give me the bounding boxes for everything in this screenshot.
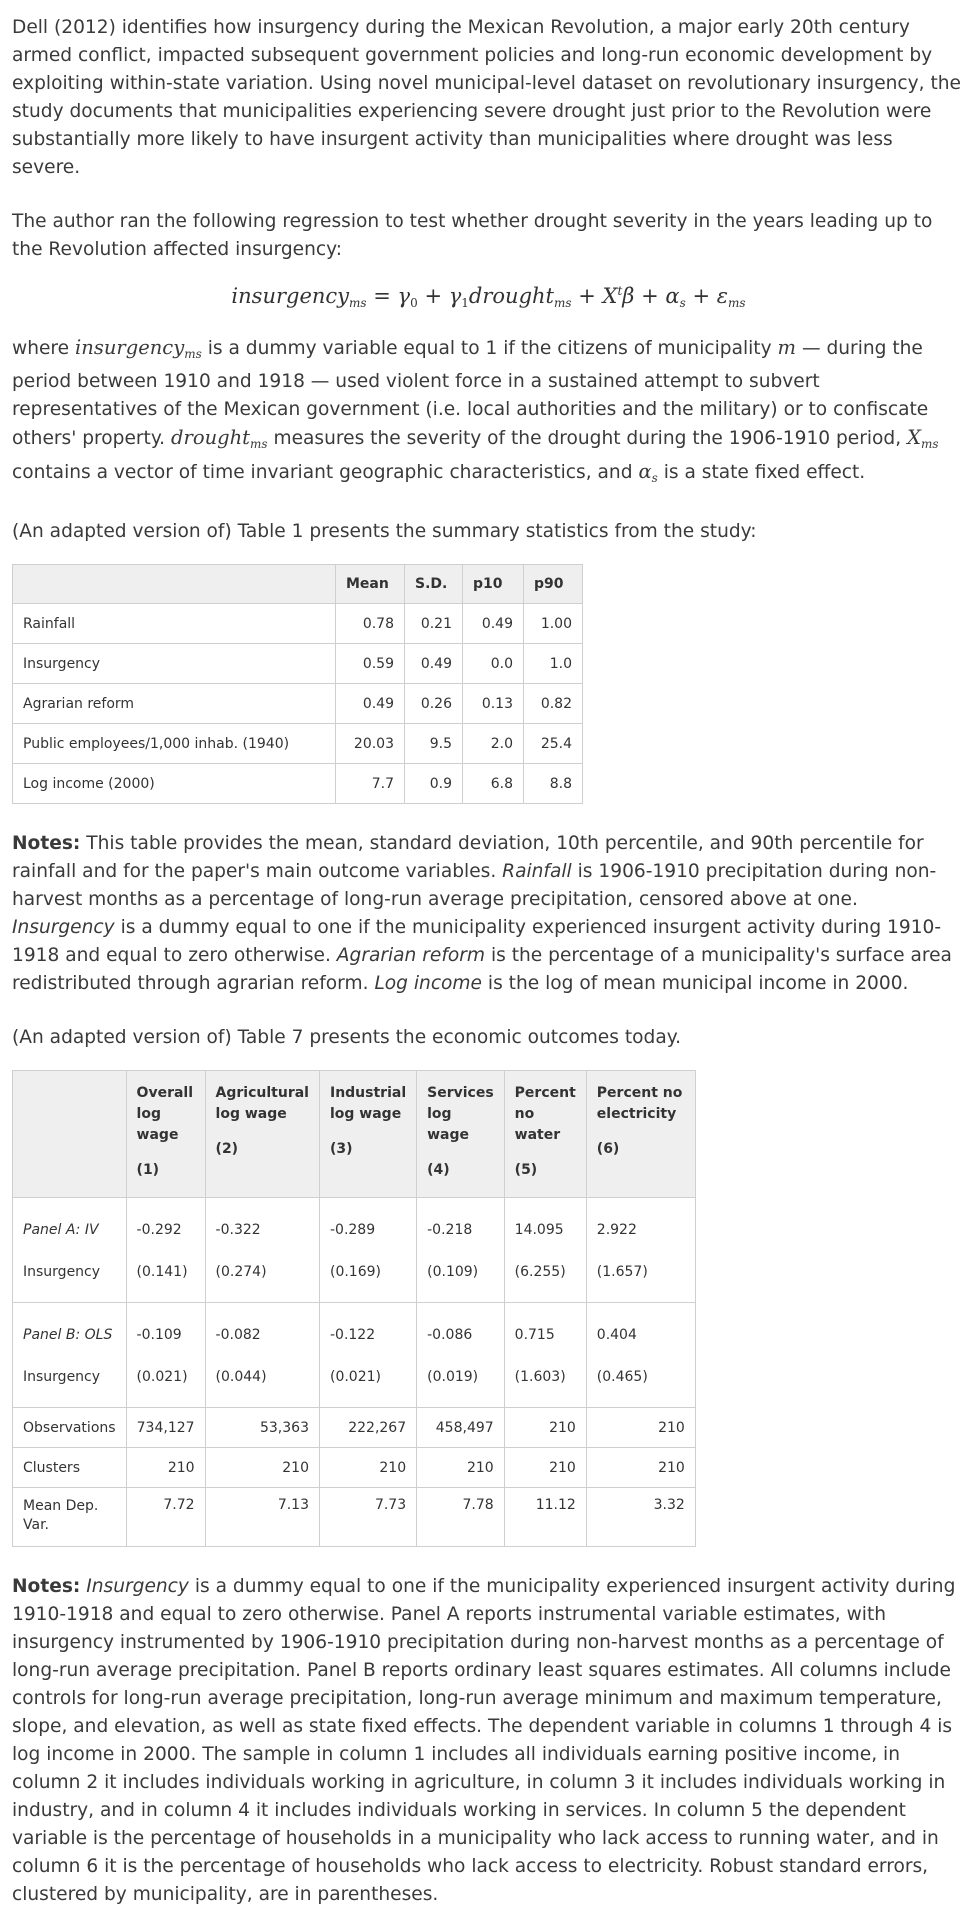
- column-header: Percent no electricity (6): [586, 1071, 695, 1198]
- table-cell: -0.289 (0.169): [319, 1198, 416, 1303]
- column-header: Services log wage (4): [417, 1071, 505, 1198]
- column-header: Percent no water (5): [504, 1071, 586, 1198]
- table-row: [13, 724, 583, 764]
- row-label: Panel A: IV Insurgency: [13, 1198, 127, 1303]
- regression-equation: insurgency$_{ms}$ = $\gamma_0$ + $\gamma_1drought_{ms} + X^t\beta + \alpha_s + \varepsilon_{ms}$: [231, 284, 746, 310]
- table-cell: 1.0: [524, 644, 583, 684]
- table-row: [13, 764, 583, 804]
- table-cell: 6.8: [463, 764, 524, 804]
- column-header: Agricultural log wage (2): [205, 1071, 319, 1198]
- table-cell: 210: [586, 1408, 695, 1448]
- definitions-paragraph: where insurgency$_{ms}$ is a dummy variable equal to 1 if the citizens of municipality m — during the period between 1910 and 1918 — used violent force in a sustained attempt to subvert representatives of the Mexican government (i.e. local authorities and the military) or to confiscate others' property. drought$_{ms}$ measures the severity of the drought during the 1906-1910 period, $X_{ms}$ contains a vector of time invariant geographic characteristics, and $\alpha_s$ is a state fixed effect.: [12, 336, 939, 485]
- table-row: [13, 644, 583, 684]
- table-row: [13, 1488, 696, 1547]
- table-row: [13, 1408, 696, 1448]
- table-cell: 0.13: [463, 684, 524, 724]
- table-cell: 0.82: [524, 684, 583, 724]
- row-label: Public employees/1,000 inhab. (1940): [13, 724, 336, 764]
- table-header-row: Mean S.D. p10 p90: [13, 565, 583, 604]
- table-cell: 210: [586, 1448, 695, 1488]
- row-label: Log income (2000): [13, 764, 336, 804]
- table-cell: 0.404 (0.465): [586, 1303, 695, 1408]
- table-cell: 2.0: [463, 724, 524, 764]
- row-label: Panel B: OLS Insurgency: [13, 1303, 127, 1408]
- table-cell: 210: [126, 1448, 205, 1488]
- table-cell: 0.49: [336, 684, 405, 724]
- table-cell: 11.12: [504, 1488, 586, 1547]
- table1-notes: Notes: This table provides the mean, standard deviation, 10th percentile, and 90th percentile for rainfall and for the paper's main outcome variables. Rainfall is 1906-1910 precipitation during non-harvest months as a percentage of long-run average precipitation, censored above at one. Insurgency is a dummy equal to one if the municipality experienced insurgent activity during 1910-1918 and equal to zero otherwise. Agrarian reform is the percentage of a municipality's surface area redistributed through agrarian reform. Log income is the log of mean municipal income in 2000.: [12, 833, 952, 994]
- table-cell: 0.715 (1.603): [504, 1303, 586, 1408]
- table-cell: 7.78: [417, 1488, 505, 1547]
- row-label: Insurgency: [13, 644, 336, 684]
- table-cell: -0.322 (0.274): [205, 1198, 319, 1303]
- table-cell: 7.7: [336, 764, 405, 804]
- table-cell: 0.0: [463, 644, 524, 684]
- table-cell: 7.73: [319, 1488, 416, 1547]
- table-cell: 210: [504, 1448, 586, 1488]
- table-cell: -0.082 (0.044): [205, 1303, 319, 1408]
- table-cell: 0.59: [336, 644, 405, 684]
- intro-paragraph: Dell (2012) identifies how insurgency during the Mexican Revolution, a major early 20th century armed conflict, impacted subsequent government policies and long-run economic development by exploiting within-state variation. Using novel municipal-level dataset on revolutionary insurgency, the study documents that municipalities experiencing severe drought just prior to the Revolution were substantially more likely to have insurgent activity than municipalities where drought was less severe.: [12, 17, 961, 178]
- table-cell: 7.13: [205, 1488, 319, 1547]
- row-label: Rainfall: [13, 604, 336, 644]
- table-cell: -0.218 (0.109): [417, 1198, 505, 1303]
- row-label: Agrarian reform: [13, 684, 336, 724]
- panel-b-row: [13, 1303, 696, 1408]
- table-cell: 222,267: [319, 1408, 416, 1448]
- summary-statistics-table: [12, 564, 583, 804]
- table7-caption: (An adapted version of) Table 7 presents the economic outcomes today.: [12, 1027, 681, 1048]
- table-cell: -0.086 (0.019): [417, 1303, 505, 1408]
- table-cell: 8.8: [524, 764, 583, 804]
- row-label: Clusters: [13, 1448, 127, 1488]
- table-cell: 458,497: [417, 1408, 505, 1448]
- table-cell: 9.5: [405, 724, 463, 764]
- table-cell: 210: [319, 1448, 416, 1488]
- table-cell: 7.72: [126, 1488, 205, 1547]
- table-cell: 0.78: [336, 604, 405, 644]
- row-label: Mean Dep. Var.: [13, 1488, 127, 1547]
- table-cell: 210: [205, 1448, 319, 1488]
- table-cell: 0.49: [405, 644, 463, 684]
- table-cell: 25.4: [524, 724, 583, 764]
- table7-notes: Notes: Insurgency is a dummy equal to one if the municipality experienced insurgent activity during 1910-1918 and equal to zero otherwise. Panel A reports instrumental variable estimates, with insurgency instrumented by 1906-1910 precipitation during non-harvest months as a percentage of long-run average precipitation. Panel B reports ordinary least squares estimates. All columns include controls for long-run average precipitation, long-run average minimum and maximum temperature, slope, and elevation, as well as state fixed effects. The dependent variable in columns 1 through 4 is log income in 2000. The sample in column 1 includes all individuals earning positive income, in column 2 it includes individuals working in agriculture, in column 3 it includes individuals working in industry, and in column 4 it includes individuals working in services. In column 5 the dependent variable is the percentage of households in a municipality who lack access to running water, and in column 6 it is the percentage of households who lack access to electricity. Robust standard errors, clustered by municipality, are in parentheses.: [12, 1576, 956, 1905]
- table-cell: 210: [417, 1448, 505, 1488]
- table-cell: 3.32: [586, 1488, 695, 1547]
- table-row: [13, 684, 583, 724]
- column-header: Industrial log wage (3): [319, 1071, 416, 1198]
- table-cell: 0.21: [405, 604, 463, 644]
- table-cell: 1.00: [524, 604, 583, 644]
- table-cell: 0.49: [463, 604, 524, 644]
- table-cell: -0.122 (0.021): [319, 1303, 416, 1408]
- panel-a-row: [13, 1198, 696, 1303]
- row-label: Observations: [13, 1408, 127, 1448]
- table-row: [13, 1448, 696, 1488]
- regression-intro: The author ran the following regression to test whether drought severity in the years leading up to the Revolution affected insurgency:: [12, 211, 933, 260]
- economic-outcomes-table: [12, 1070, 696, 1547]
- table-cell: -0.292 (0.141): [126, 1198, 205, 1303]
- table-cell: 2.922 (1.657): [586, 1198, 695, 1303]
- table-cell: 734,127: [126, 1408, 205, 1448]
- column-header: Overall log wage (1): [126, 1071, 205, 1198]
- table-cell: 20.03: [336, 724, 405, 764]
- table-cell: 0.9: [405, 764, 463, 804]
- table-row: [13, 604, 583, 644]
- table-header-row: [13, 1071, 696, 1198]
- table-cell: 53,363: [205, 1408, 319, 1448]
- table-cell: 210: [504, 1408, 586, 1448]
- table-cell: -0.109 (0.021): [126, 1303, 205, 1408]
- table-cell: 0.26: [405, 684, 463, 724]
- table-cell: 14.095 (6.255): [504, 1198, 586, 1303]
- table1-caption: (An adapted version of) Table 1 presents the summary statistics from the study:: [12, 521, 757, 542]
